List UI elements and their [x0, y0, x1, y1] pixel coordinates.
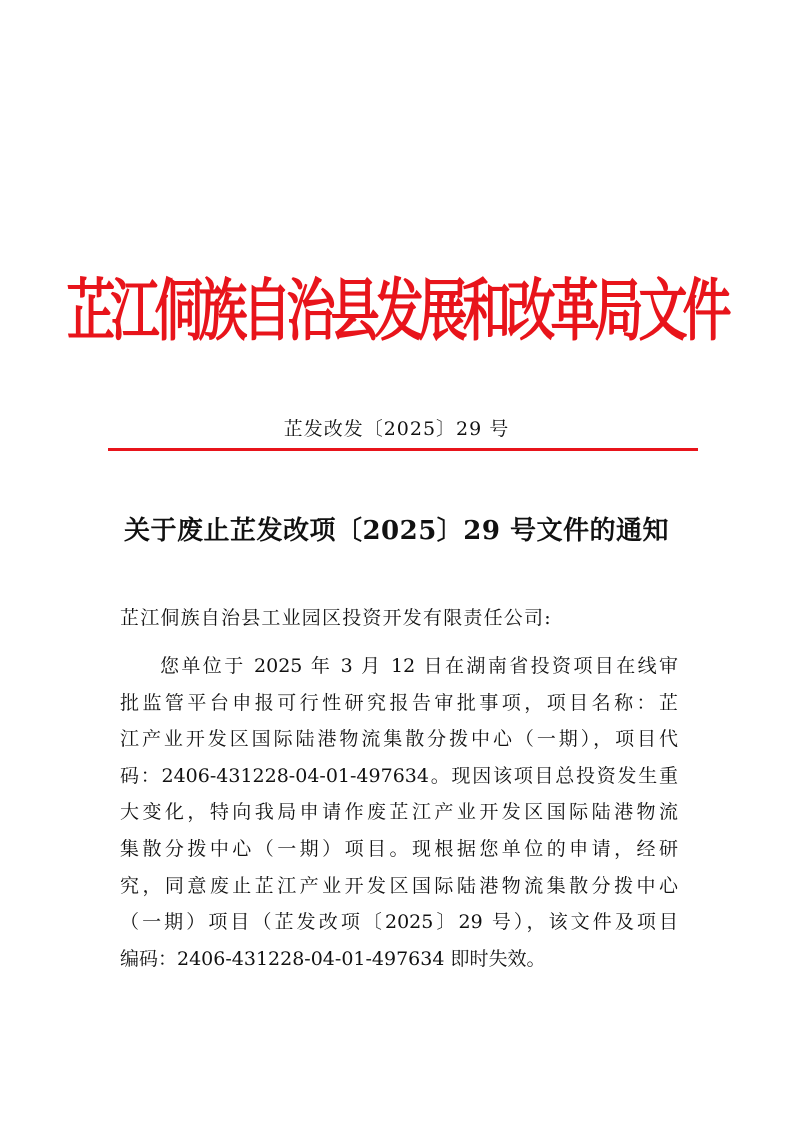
body-line: 大变化，特向我局申请作废芷江产业开发区国际陆港物流 — [120, 801, 678, 824]
document-number: 芷发改发〔2025〕29 号 — [283, 418, 510, 440]
body-line: 您单位于 2025 年 3 月 12 日在湖南省投资项目在线审 — [160, 655, 678, 677]
document-masthead: 芷江侗族自治县发展和改革局文件 — [66, 270, 727, 351]
notice-body — [120, 648, 678, 977]
red-divider-line — [108, 448, 698, 451]
body-line: 集散分拨中心（一期）项目。现根据您单位的申请，经研 — [120, 837, 678, 860]
notice-title: 关于废止芷发改项〔2025〕29 号文件的通知 — [123, 516, 670, 546]
body-line: 究，同意废止芷江产业开发区国际陆港物流集散分拨中心 — [120, 874, 678, 897]
body-line: 码：2406-431228-04-01-497634。现因该项目总投资发生重 — [120, 764, 678, 787]
body-line: 江产业开发区国际陆港物流集散分拨中心（一期），项目代 — [120, 728, 678, 751]
body-line: （一期）项目（芷发改项〔2025〕29 号），该文件及项目 — [120, 911, 678, 934]
body-line: 批监管平台申报可行性研究报告审批事项，项目名称：芷 — [120, 691, 678, 714]
body-line: 编码：2406-431228-04-01-497634 即时失效。 — [120, 947, 546, 970]
notice-salutation: 芷江侗族自治县工业园区投资开发有限责任公司: — [120, 607, 552, 629]
